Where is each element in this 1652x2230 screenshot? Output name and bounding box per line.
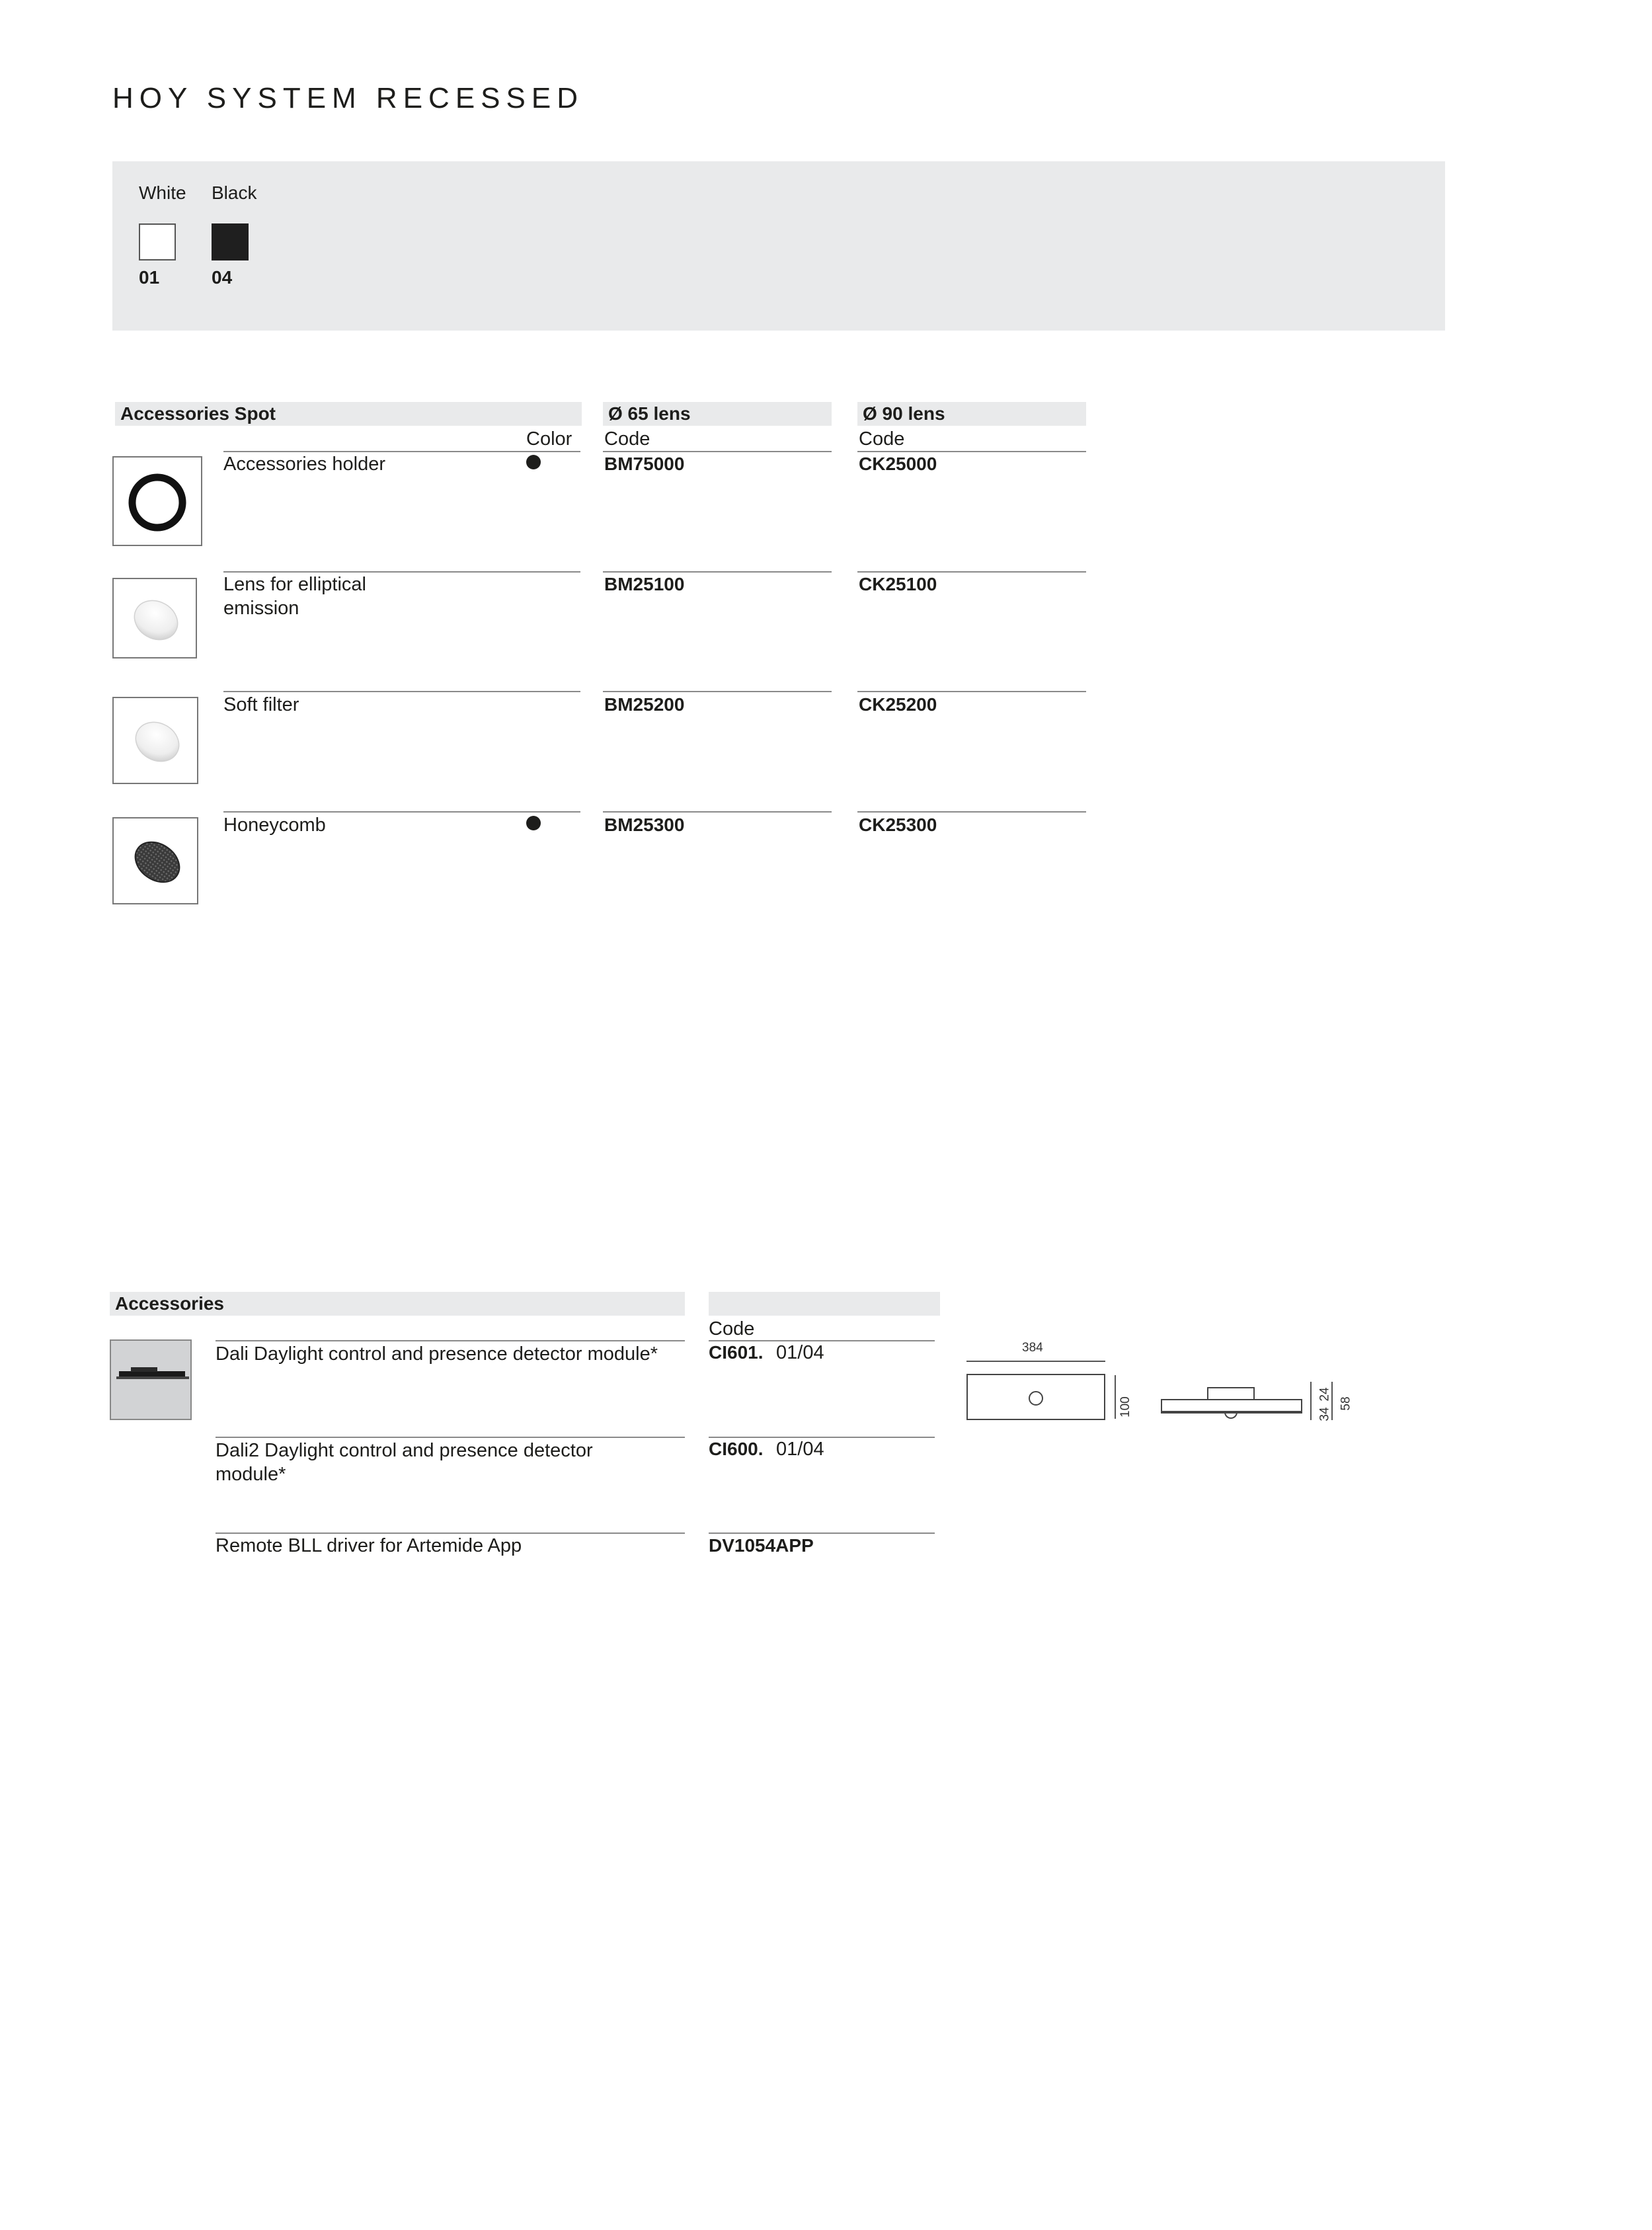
elliptical-lens-name-line1: Lens for elliptical [223,574,366,595]
accessories-holder-code65: BM75000 [604,454,685,474]
accessories-spot-heading: Accessories Spot [115,402,582,426]
elliptical-lens-name [223,573,366,620]
module-icon [111,1341,190,1419]
honeycomb-code65: BM25300 [604,815,685,835]
black-color-dot [526,816,541,830]
row-divider [857,811,1086,813]
row-divider [857,691,1086,692]
row-divider [223,811,580,813]
bll-driver-name: Remote BLL driver for Artemide App [216,1535,522,1556]
dimension-line [966,1361,1105,1362]
honeycomb-image [112,817,198,904]
accessories-holder-image [112,456,202,546]
bll-driver-code: DV1054APP [709,1535,814,1556]
code65-column-label: Code [604,428,650,450]
black-swatch [212,223,249,260]
dali2-module-variants: 01/04 [776,1439,824,1460]
filter-icon [114,698,197,783]
sensor-circle [1029,1391,1043,1406]
page-title: HOY SYSTEM RECESSED [112,82,584,114]
soft-filter-image [112,697,198,784]
ring-icon [114,458,201,545]
module-top-view [966,1374,1105,1420]
dali-module-image [110,1339,192,1420]
dali2-module-code: CI600. [709,1439,764,1459]
accessories-heading: Accessories [110,1292,685,1316]
lens90-heading: Ø 90 lens [857,402,1086,426]
finish-panel [112,161,1445,331]
row-divider [603,811,832,813]
accessories-code-label: Code [709,1318,755,1339]
row-divider [223,691,580,692]
soft-filter-name: Soft filter [223,694,299,715]
row-divider [216,1437,685,1438]
dali2-module-name-line2: module* [216,1464,286,1485]
soft-filter-code90: CK25200 [859,694,937,715]
dimension-line [1115,1375,1116,1419]
dali2-module-name [216,1439,593,1486]
soft-filter-code65: BM25200 [604,694,685,715]
accessories-holder-code90: CK25000 [859,454,937,474]
black-color-dot [526,455,541,469]
finish-code-black: 04 [212,267,233,288]
honeycomb-icon [114,818,197,903]
dimension-width: 384 [1022,1341,1043,1355]
dimension-d3: 58 [1339,1396,1353,1411]
finish-code-white: 01 [139,267,160,288]
elliptical-lens-code90: CK25100 [859,574,937,594]
dimension-line [1310,1382,1312,1420]
dali-module-code: CI601. [709,1342,764,1363]
dimension-d2: 34 [1318,1407,1332,1421]
honeycomb-name: Honeycomb [223,815,326,836]
lens-icon [114,579,196,657]
dali-module-name: Dali Daylight control and presence detector module* [216,1343,658,1365]
accessories-holder-name: Accessories holder [223,454,385,475]
module-side-top [1207,1387,1255,1400]
elliptical-lens-image [112,578,197,658]
finish-label-white: White [139,182,186,203]
elliptical-lens-code65: BM25100 [604,574,685,594]
finish-label-black: Black [212,182,257,203]
row-divider [216,1340,685,1341]
color-column-label: Color [526,428,572,450]
dimension-d1: 24 [1318,1387,1332,1402]
accessories-code-heading-bar [709,1292,940,1316]
dali-module-variants: 01/04 [776,1342,824,1363]
elliptical-lens-name-line2: emission [223,598,299,619]
code90-column-label: Code [859,428,905,450]
dali2-module-name-line1: Dali2 Daylight control and presence detector [216,1440,593,1461]
sensor-dome [1224,1412,1238,1419]
lens65-heading: Ø 65 lens [603,402,832,426]
honeycomb-code90: CK25300 [859,815,937,835]
row-divider [603,691,832,692]
white-swatch [139,223,176,260]
